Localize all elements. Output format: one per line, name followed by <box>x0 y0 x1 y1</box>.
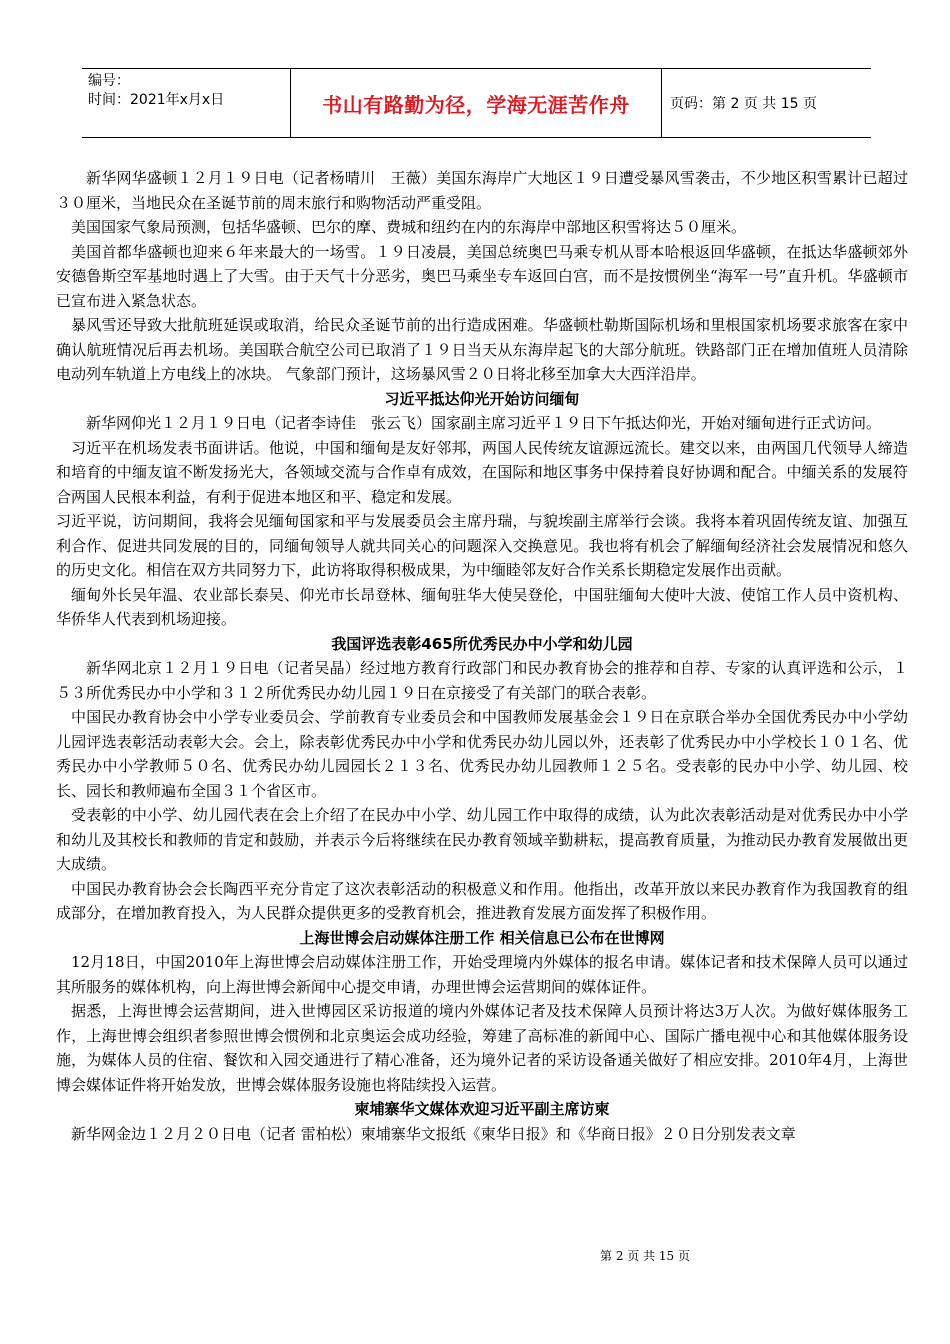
paragraph: 中国民办教育协会会长陶西平充分肯定了这次表彰活动的积极意义和作用。他指出，改革开放以来民办教育作为我国教育的组成部分，在增加教育投入，为人民群众提供更多的受教育机会，推进教育发展方面发挥了积极作用。 <box>56 879 908 922</box>
paragraph: 习近平在机场发表书面讲话。他说，中国和缅甸是友好邻邦，两国人民传统友谊源远流长。建交以来，由两国几代领导人缔造和培育的中缅友谊不断发扬光大，各领域交流与合作卓有成效，在国际和地区事务中保持着良好协调和配合。中缅关系的发展符合两国人民根本利益，有利于促进本地区和平、稳定和发展。 <box>56 438 908 506</box>
paragraph: 受表彰的中小学、幼儿园代表在会上介绍了在民办中小学、幼儿园工作中取得的成绩，认为此次表彰活动是对优秀民办中小学和幼儿及其校长和教师的肯定和鼓励，并表示今后将继续在民办教育领域辛勤耕耘，提高教育质量，为推动民办教育发展做出更大成绩。 <box>56 806 908 873</box>
article <box>56 166 908 387</box>
paragraph: 新华网金边１２月２０日电（记者 雷柏松）柬埔寨华文报纸《柬华日报》和《华商日报》２０日分别发表文章 <box>71 1124 796 1143</box>
paragraph: 新华网仰光１２月１９日电（记者李诗佳 张云飞）国家副主席习近平１９日下午抵达仰光，开始对缅甸进行正式访问。 <box>86 414 882 432</box>
paragraph: 中国民办教育协会中小学专业委员会、学前教育专业委员会和中国教师发展基金会１９日在京联合举办全国优秀民办中小学幼儿园评选表彰活动表彰大会。会上，除表彰优秀民办中小学和优秀民办幼儿园以外，还表彰了优秀民办中小学校长１０１名、优秀民办中小学教师５０名、优秀民办幼儿园园长２１３名、优秀民办幼儿园教师１２５名。受表彰的民办中小学、幼儿园、校长、园长和教师遍布全国３１个省区市。 <box>56 708 908 800</box>
date-label: 时间：2021年x月x日 <box>88 92 225 108</box>
article-title: 习近平抵达仰光开始访问缅甸 <box>384 389 580 408</box>
document-body <box>56 166 908 1146</box>
article <box>56 926 908 1098</box>
paragraph: 美国首都华盛顿也迎来６年来最大的一场雪。１９日凌晨，美国总统奥巴马乘专机从哥本哈根返回华盛顿，在抵达华盛顿郊外安德鲁斯空军基地时遇上了大雪。由于天气十分恶劣，奥巴马乘坐专车返回白宫，而不是按惯例坐“海军一号”直升机。华盛顿市已宣布进入紧急状态。 <box>56 242 908 310</box>
article-title: 我国评选表彰465所优秀民办中小学和幼儿园 <box>331 634 633 653</box>
paragraph: 新华网华盛顿１２月１９日电（记者杨晴川 王薇）美国东海岸广大地区１９日遭受暴风雪袭击，不少地区积雪累计已超过３０厘米，当地民众在圣诞节前的周末旅行和购物活动严重受阻。 <box>56 169 908 212</box>
paragraph: 习近平说，访问期间，我将会见缅甸国家和平与发展委员会主席丹瑞，与貌埃副主席举行会谈。我将本着巩固传统友谊、加强互利合作、促进共同发展的目的，同缅甸领导人就共同关心的问题深入交换意见。我也将有机会了解缅甸经济社会发展情况和悠久的历史文化。相信在双方共同努力下，此访将取得积极成果，为中缅睦邻友好合作关系长期稳定发展作出贡献。 <box>56 512 908 579</box>
article-title: 柬埔寨华文媒体欢迎习近平副主席访柬 <box>354 1100 610 1118</box>
paragraph: 缅甸外长吴年温、农业部长泰吴、仰光市长昂登林、缅甸驻华大使吴登伦，中国驻缅甸大使叶大波、使馆工作人员中资机构、华侨华人代表到机场迎接。 <box>56 585 908 628</box>
article-title: 上海世博会启动媒体注册工作 相关信息已公布在世博网 <box>299 928 665 947</box>
paragraph: 暴风雪还导致大批航班延误或取消，给民众圣诞节前的出行造成困难。华盛顿杜勒斯国际机场和里根国家机场要求旅客在家中确认航班情况后再去机场。美国联合航空公司已取消了１９日当天从东海岸起飞的大部分航班。铁路部门正在增加值班人员清除电动列车轨道上方电线上的冰块。 气象部门预计，这场暴风雪２０日将北移至加拿大大西洋沿岸。 <box>56 316 908 383</box>
article <box>56 632 908 926</box>
paragraph: 据悉，上海世博会运营期间，进入世博园区采访报道的境内外媒体记者及技术保障人员预计将达3万人次。为做好媒体服务工作，上海世博会组织者参照世博会惯例和北京奥运会成功经验，筹建了高标准的新闻中心、国际广播电视中心和其他媒体服务设施，为媒体人员的住宿、餐饮和入园交通进行了精心准备，还为境外记者的采访设备通关做好了相应安排。2010年4月，上海世博会媒体证件将开始发放，世博会媒体服务设施也将陆续投入运营。 <box>56 1002 908 1094</box>
paragraph: 美国国家气象局预测，包括华盛顿、巴尔的摩、费城和纽约在内的东海岸中部地区积雪将达５０厘米。 <box>71 218 747 236</box>
article <box>56 1097 908 1146</box>
header-page-label: 页码：第 2 页 共 15 页 <box>670 96 817 112</box>
number-label: 编号： <box>88 73 130 89</box>
page-footer: 第 2 页 共 15 页 <box>600 1249 690 1263</box>
paragraph: 12月18日，中国2010年上海世博会启动媒体注册工作，开始受理境内外媒体的报名申请。媒体记者和技术保障人员可以通过其所服务的媒体机构，向上海世博会新闻中心提交申请，办理世博会运营期间的媒体证件。 <box>56 953 908 996</box>
page-header <box>82 68 871 138</box>
paragraph: 新华网北京１２月１９日电（记者吴晶）经过地方教育行政部门和民办教育协会的推荐和自荐、专家的认真评选和公示，１５３所优秀民办中小学和３１２所优秀民办幼儿园１９日在京接受了有关部门的联合表彰。 <box>56 659 908 702</box>
article <box>56 387 908 632</box>
header-motto: 书山有路勤为径，学海无涯苦作舟 <box>290 69 662 137</box>
header-meta <box>82 69 290 137</box>
